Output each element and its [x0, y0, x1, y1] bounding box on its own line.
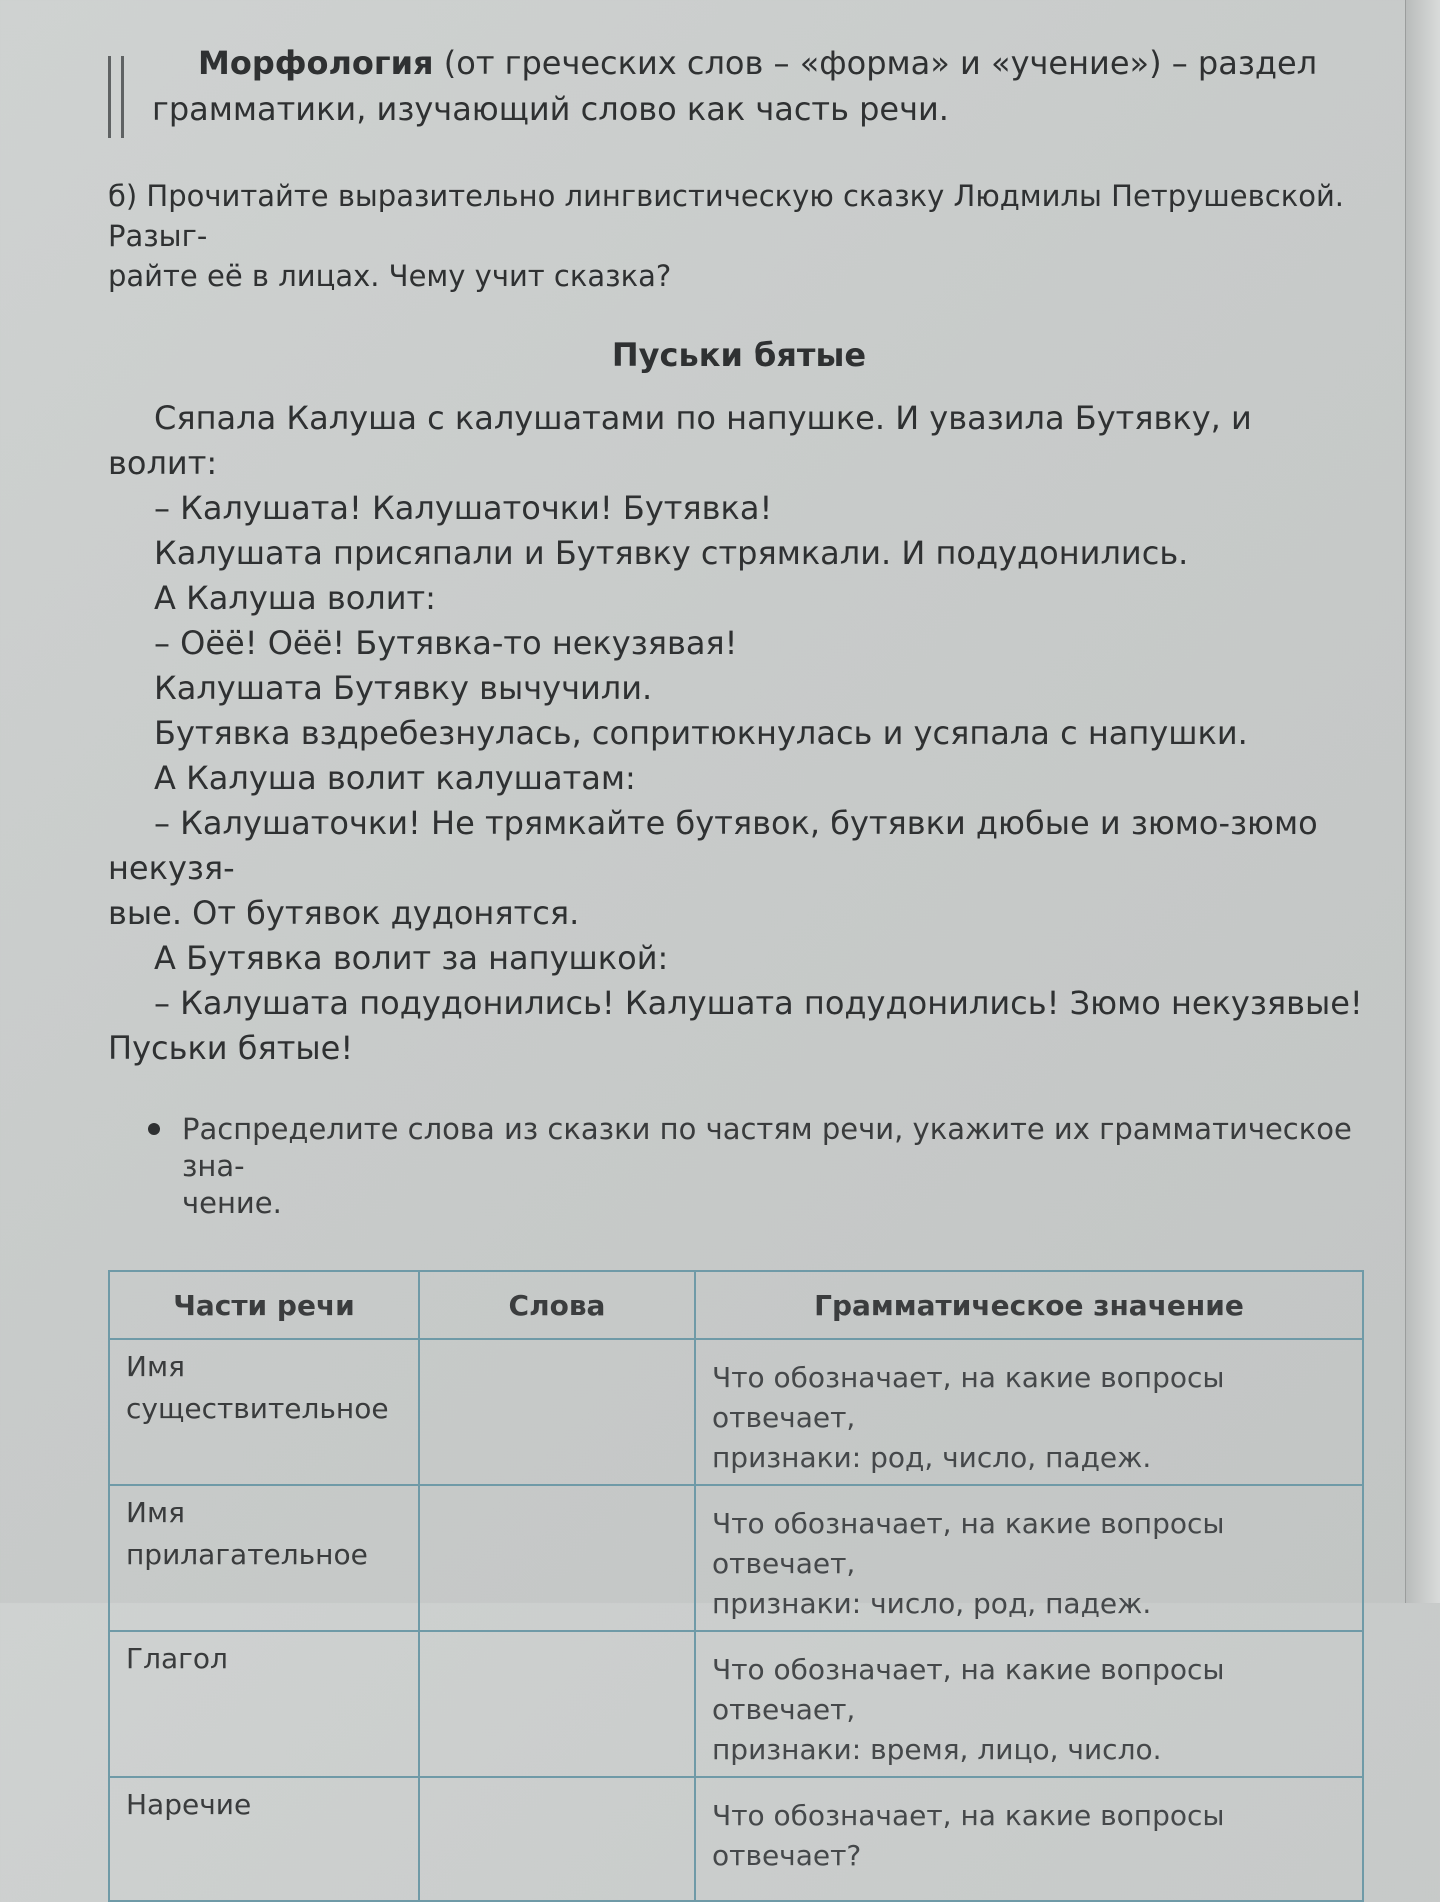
bullet-line-1: Распределите слова из сказки по частям речи, укажите их грамматическое зна- [182, 1112, 1352, 1183]
story-line: А Калуша волит: [154, 579, 436, 617]
table-row [109, 1631, 1363, 1777]
meaning-text: Что обозначает, на какие вопросы отвечает? [712, 1799, 1225, 1872]
definition-line-2: грамматики, изучающий слово как часть речи. [152, 90, 949, 128]
story-text [108, 396, 1370, 1071]
part-name: Имя [126, 1496, 185, 1529]
story-line: Бутявка вздребезнулась, сопритюкнулась и усяпала с напушки. [154, 714, 1248, 752]
story-line: вые. От бутявок дудонятся. [108, 894, 580, 932]
words-cell[interactable] [419, 1339, 695, 1485]
story-line: – Оёё! Оёё! Бутявка-то некузявая! [154, 624, 738, 662]
definition-line-1 [152, 40, 1370, 86]
definition-block [108, 40, 1370, 132]
meaning-text: признаки: время, лицо, число. [712, 1733, 1162, 1766]
bullet-dot-icon [148, 1123, 160, 1135]
meaning-cell [695, 1631, 1363, 1777]
story-line: А Бутявка волит за напушкой: [154, 939, 669, 977]
meaning-text: признаки: число, род, падеж. [712, 1587, 1152, 1620]
task-b [108, 176, 1370, 296]
part-cell [109, 1339, 419, 1485]
part-name: Глагол [126, 1642, 228, 1675]
meaning-text: Что обозначает, на какие вопросы отвечает, [712, 1507, 1225, 1580]
page-edge [1405, 0, 1440, 1603]
story-line: – Калушаточки! Не трямкайте бутявок, бутявки дюбые и зюмо-зюмо некузя- [108, 804, 1318, 887]
story-title: Пуськи бятые [611, 336, 867, 374]
bullet-task [108, 1111, 1370, 1222]
meaning-text: признаки: род, число, падеж. [712, 1441, 1152, 1474]
story-line: Сяпала Калуша с калушатами по напушке. И увазила Бутявку, и волит: [108, 399, 1252, 482]
words-cell[interactable] [419, 1777, 695, 1901]
part-cell [109, 1777, 419, 1901]
meaning-cell [695, 1485, 1363, 1631]
table-row [109, 1777, 1363, 1901]
story-line: – Калушата! Калушаточки! Бутявка! [154, 489, 773, 527]
page-content [108, 40, 1370, 1902]
part-name: Наречие [126, 1788, 252, 1821]
table-row [109, 1485, 1363, 1631]
definition-term: Морфология [198, 44, 434, 82]
meaning-cell [695, 1777, 1363, 1901]
part-name: прилагательное [126, 1538, 368, 1571]
part-cell [109, 1631, 419, 1777]
definition-text: (от греческих слов – «форма» и «учение») – раздел [433, 44, 1318, 82]
meaning-text: Что обозначает, на какие вопросы отвечает, [712, 1653, 1225, 1726]
story-line: Калушата Бутявку вычучили. [154, 669, 653, 707]
story-line: Калушата присяпали и Бутявку стрямкали. И подудонились. [154, 534, 1189, 572]
task-line-2: райте её в лицах. Чему учит сказка? [108, 259, 672, 293]
header-words: Слова [419, 1271, 695, 1339]
meaning-cell [695, 1339, 1363, 1485]
header-parts: Части речи [109, 1271, 419, 1339]
table-header-row [109, 1271, 1363, 1339]
meaning-text: Что обозначает, на какие вопросы отвечает, [712, 1361, 1225, 1434]
header-meaning: Грамматическое значение [695, 1271, 1363, 1339]
parts-of-speech-table [108, 1270, 1364, 1902]
table-row [109, 1339, 1363, 1485]
story-line: – Калушата подудонились! Калушата подудонились! Зюмо некузявые! [154, 984, 1363, 1022]
words-cell[interactable] [419, 1485, 695, 1631]
part-name: Имя [126, 1350, 185, 1383]
story-line: А Калуша волит калушатам: [154, 759, 636, 797]
bullet-line-2: чение. [182, 1186, 282, 1220]
part-name: существительное [126, 1392, 389, 1425]
part-cell [109, 1485, 419, 1631]
story-line: Пуськи бятые! [108, 1029, 354, 1067]
task-line-1: б) Прочитайте выразительно лингвистическую сказку Людмилы Петрушевской. Разыг- [108, 179, 1345, 253]
margin-bar [108, 56, 124, 138]
words-cell[interactable] [419, 1631, 695, 1777]
